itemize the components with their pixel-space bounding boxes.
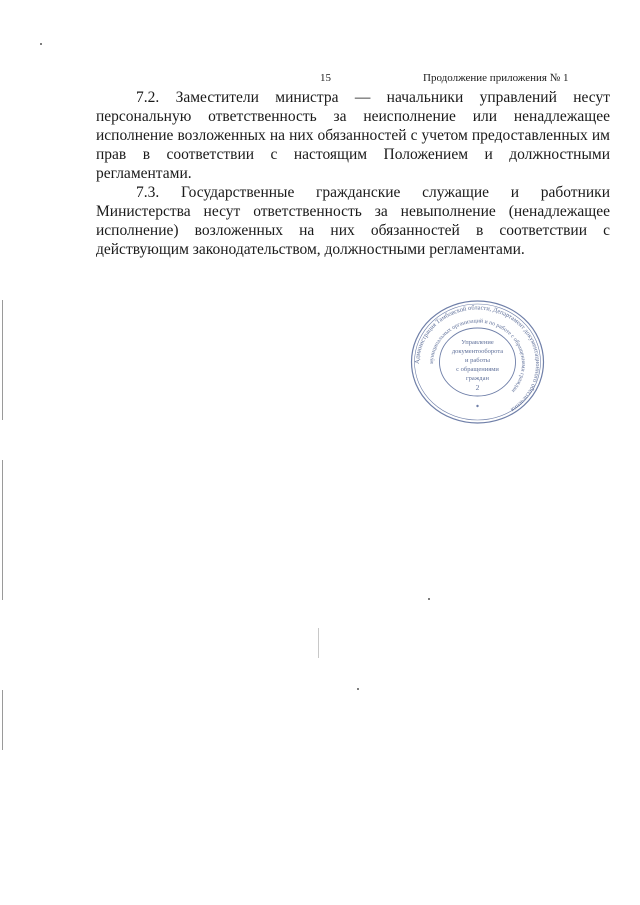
document-body [96, 88, 610, 259]
scan-edge-mark [2, 460, 3, 600]
appendix-note: Продолжение приложения № 1 [423, 72, 569, 84]
seal-center-line-2: документооборота [451, 348, 504, 355]
scan-edge-mark [2, 300, 3, 420]
scan-speck [357, 688, 359, 690]
paragraph-7-2: 7.2. Заместители министра — начальники управлений несут персональную ответственность за неисполнение или ненадлежащее исполнение возложенных на них обязанностей с учетом предоставленных им прав в соответствии с настоящим Положением и должностными регламентами. [96, 89, 610, 182]
seal-inner-ring-text: муниципальных организаций и по работе с обращениями граждан [428, 318, 527, 394]
paragraph-7-3: 7.3. Государственные гражданские служащие и работники Министерства несут ответственность за невыполнение (ненадлежащее исполнение) возложенных на них обязанностей в соответствии с действующим законодательством, должностными регламентами. [96, 184, 610, 258]
seal-center-line-3: и работы [465, 357, 490, 364]
seal-star-icon [476, 405, 478, 407]
seal-center-line-5: граждан [466, 375, 489, 382]
official-seal-stamp [405, 296, 550, 426]
page-number: 15 [320, 72, 331, 84]
seal-number: 2 [475, 383, 480, 392]
seal-center-line-1: Управление [461, 339, 494, 346]
scan-edge-mark [2, 690, 3, 750]
scan-speck [428, 598, 430, 600]
scan-speck [40, 43, 42, 45]
seal-center-line-4: с обращениями [456, 366, 499, 373]
scan-speck [318, 628, 319, 658]
seal-outer-ring-text: Администрация Тамбовской области, Департамент документационного обеспечения [413, 304, 542, 414]
